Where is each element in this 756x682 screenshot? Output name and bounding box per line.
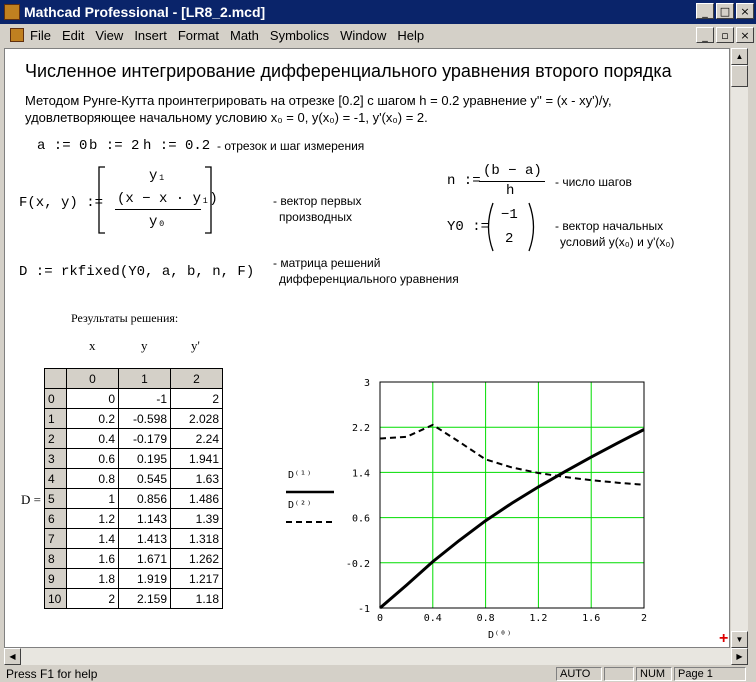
results-table[interactable]: [44, 368, 223, 609]
table-cell[interactable]: -0.179: [119, 429, 171, 449]
minimize-button[interactable]: _: [696, 3, 714, 19]
table-cell[interactable]: 2.24: [171, 429, 223, 449]
doc-restore-button[interactable]: ▫: [716, 27, 734, 43]
table-cell[interactable]: 1.671: [119, 549, 171, 569]
table-cell[interactable]: -1: [119, 389, 171, 409]
n-lhs[interactable]: n :=: [447, 173, 481, 189]
table-cell[interactable]: 0.545: [119, 469, 171, 489]
Y0-note-1: - вектор начальных: [555, 219, 664, 233]
legend-label-D2: D⁽²⁾: [288, 500, 313, 511]
table-cell[interactable]: 1: [67, 489, 119, 509]
D-equals-label: D =: [21, 492, 41, 507]
col-name-x: x: [89, 338, 96, 353]
close-button[interactable]: ×: [736, 3, 754, 19]
F-row-2: (x − x · y₁): [117, 191, 218, 207]
worksheet-heading: Численное интегрирование дифференциального уравнения второго порядка: [25, 61, 672, 81]
y-tick-label: 1.4: [351, 468, 370, 480]
table-cell[interactable]: 2: [67, 589, 119, 609]
Y0-row-1: −1: [501, 207, 518, 223]
n-numerator: (b − a): [483, 163, 542, 179]
table-row-index: 10: [45, 589, 67, 609]
Y0-lhs[interactable]: Y0 :=: [447, 219, 490, 235]
x-tick-label: 1.6: [582, 613, 601, 624]
table-cell[interactable]: 0.2: [67, 409, 119, 429]
document-icon[interactable]: [10, 28, 24, 42]
doc-close-button[interactable]: ×: [736, 27, 754, 43]
F-note-1: - вектор первых: [273, 194, 362, 208]
menu-view[interactable]: View: [95, 27, 124, 43]
F-note-2: производных: [279, 210, 352, 224]
table-cell[interactable]: 0.6: [67, 449, 119, 469]
table-row: [45, 589, 223, 609]
F-row-1: y₁: [149, 168, 166, 184]
def-b[interactable]: b := 2: [89, 138, 140, 154]
table-cell[interactable]: 0.4: [67, 429, 119, 449]
results-label: Результаты решения:: [71, 311, 179, 325]
x-tick-label: 0.8: [476, 613, 495, 624]
y-tick-label: 3: [363, 378, 370, 389]
table-row-index: 6: [45, 509, 67, 529]
table-cell[interactable]: 1.6: [67, 549, 119, 569]
def-a[interactable]: a := 0: [37, 138, 88, 154]
table-cell[interactable]: 1.63: [171, 469, 223, 489]
table-col-header: 0: [67, 369, 119, 389]
y-tick-label: 0.6: [351, 513, 370, 525]
table-cell[interactable]: 1.318: [171, 529, 223, 549]
table-cell[interactable]: 1.262: [171, 549, 223, 569]
table-cell[interactable]: 1.18: [171, 589, 223, 609]
x-tick-label: 0: [376, 613, 384, 624]
x-axis-label: D⁽⁰⁾: [487, 630, 513, 641]
table-row: [45, 509, 223, 529]
menu-help[interactable]: Help: [397, 27, 425, 43]
table-row: [45, 449, 223, 469]
table-cell[interactable]: 2: [171, 389, 223, 409]
menu-format[interactable]: Format: [177, 27, 219, 43]
x-tick-label: 2: [640, 613, 648, 624]
F-row-3: y₀: [149, 214, 166, 230]
table-row: [45, 409, 223, 429]
table-corner: [45, 369, 67, 389]
horizontal-scrollbar[interactable]: [4, 648, 748, 665]
def-h[interactable]: h := 0.2: [143, 138, 211, 154]
window-title: Mathcad Professional - [LR8_2.mcd]: [24, 4, 266, 20]
status-panel-auto: AUTO: [556, 667, 602, 681]
table-cell[interactable]: 0.195: [119, 449, 171, 469]
table-row-index: 2: [45, 429, 67, 449]
vertical-scrollbar[interactable]: [731, 48, 748, 648]
table-row-index: 8: [45, 549, 67, 569]
table-row-index: 3: [45, 449, 67, 469]
n-denominator: h: [506, 183, 515, 199]
task-line-2: удовлетворяющее начальному условию x₀ = 0, y(x₀) = -1, y'(x₀) = 2.: [25, 110, 428, 125]
doc-minimize-button[interactable]: _: [696, 27, 714, 43]
table-row-index: 9: [45, 569, 67, 589]
table-cell[interactable]: 2.159: [119, 589, 171, 609]
scroll-down-arrow[interactable]: ▼: [731, 631, 748, 648]
Y0-note-2: условий y(x₀) и y'(x₀): [560, 235, 675, 249]
table-row: [45, 489, 223, 509]
table-row: [45, 549, 223, 569]
x-tick-label: 1.2: [529, 613, 548, 624]
status-panel-num: NUM: [636, 667, 672, 681]
x-tick-label: 0.4: [423, 613, 442, 624]
table-cell[interactable]: 1.413: [119, 529, 171, 549]
table-cell[interactable]: 1.217: [171, 569, 223, 589]
menu-bar: [0, 24, 756, 46]
table-row: [45, 529, 223, 549]
red-plus-marker: +: [719, 630, 729, 647]
task-line-1: Методом Рунге-Кутта проинтегрировать на отрезке [0.2] с шагом h = 0.2 уравнение y'' = (x - xy')/y,: [25, 93, 612, 108]
y-tick-label: -0.2: [345, 558, 370, 570]
status-bar: [0, 666, 756, 682]
table-header-row: [45, 369, 223, 389]
table-row: [45, 429, 223, 449]
Y0-row-2: 2: [505, 231, 514, 247]
col-name-yprime: y': [191, 338, 200, 353]
solution-chart[interactable]: [288, 370, 660, 642]
table-cell[interactable]: 1.143: [119, 509, 171, 529]
D-definition[interactable]: D := rkfixed(Y0, a, b, n, F): [19, 264, 255, 280]
table-row: [45, 569, 223, 589]
menu-insert[interactable]: Insert: [134, 27, 167, 43]
col-name-y: y: [141, 338, 148, 353]
table-row-index: 4: [45, 469, 67, 489]
menu-edit[interactable]: Edit: [61, 27, 85, 43]
scroll-left-arrow[interactable]: ◀: [4, 648, 21, 665]
series-line-D1: [380, 430, 644, 609]
table-row: [45, 469, 223, 489]
table-cell[interactable]: 2.028: [171, 409, 223, 429]
table-col-header: 2: [171, 369, 223, 389]
table-cell[interactable]: 1.8: [67, 569, 119, 589]
table-row-index: 1: [45, 409, 67, 429]
table-cell[interactable]: 0.8: [67, 469, 119, 489]
table-cell[interactable]: 1.486: [171, 489, 223, 509]
table-cell[interactable]: 1.919: [119, 569, 171, 589]
menu-symbolics[interactable]: Symbolics: [269, 27, 330, 43]
n-note: - число шагов: [555, 175, 632, 189]
menu-window[interactable]: Window: [340, 27, 387, 43]
menu-math[interactable]: Math: [230, 27, 259, 43]
table-cell[interactable]: 0: [67, 389, 119, 409]
app-icon[interactable]: [4, 4, 20, 20]
table-col-header: 1: [119, 369, 171, 389]
F-fraction-line: [115, 209, 201, 210]
F-lhs[interactable]: F(x, y) :=: [19, 195, 104, 211]
table-cell[interactable]: 1.39: [171, 509, 223, 529]
table-row-index: 7: [45, 529, 67, 549]
scroll-up-arrow[interactable]: ▲: [731, 48, 748, 65]
D-note-2: дифференциального уравнения: [279, 272, 459, 286]
status-panel-page: Page 1: [674, 667, 746, 681]
table-cell[interactable]: 1.4: [67, 529, 119, 549]
maximize-button[interactable]: □: [716, 3, 734, 19]
n-fraction-line: [479, 181, 545, 182]
table-cell[interactable]: -0.598: [119, 409, 171, 429]
title-bar: [0, 0, 756, 24]
legend-label-D1: D⁽¹⁾: [288, 470, 313, 481]
table-cell[interactable]: 1.2: [67, 509, 119, 529]
series-line-D2: [380, 425, 644, 485]
table-cell[interactable]: 1.941: [171, 449, 223, 469]
table-cell[interactable]: 0.856: [119, 489, 171, 509]
table-row-index: 5: [45, 489, 67, 509]
status-panel-empty: [604, 667, 634, 681]
scroll-thumb[interactable]: [731, 65, 748, 87]
y-tick-label: 2.2: [351, 423, 370, 435]
status-help-text: Press F1 for help: [6, 667, 98, 681]
table-row-index: 0: [45, 389, 67, 409]
menu-file[interactable]: File: [30, 27, 51, 43]
D-note-1: - матрица решений: [273, 256, 381, 270]
scroll-right-arrow[interactable]: ▶: [731, 648, 748, 665]
y-tick-label: -1: [357, 604, 370, 615]
defs-note: - отрезок и шаг измерения: [217, 139, 365, 153]
table-row: [45, 389, 223, 409]
